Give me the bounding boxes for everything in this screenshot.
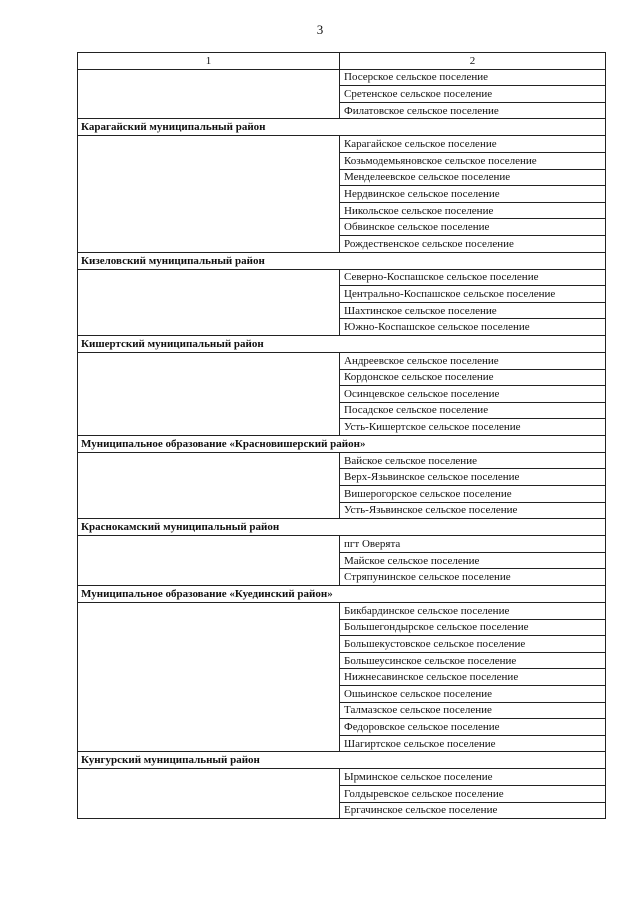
empty-cell bbox=[78, 386, 340, 403]
empty-cell bbox=[78, 235, 340, 252]
empty-cell bbox=[78, 202, 340, 219]
settlement-row bbox=[78, 569, 606, 586]
settlement-row bbox=[78, 652, 606, 669]
settlement-name: Южно-Коспашское сельское поселение bbox=[340, 319, 606, 336]
district-row bbox=[78, 435, 606, 452]
empty-cell bbox=[78, 686, 340, 703]
settlement-name: Кордонское сельское поселение bbox=[340, 369, 606, 386]
district-name: Кизеловский муниципальный район bbox=[78, 252, 606, 269]
settlement-row bbox=[78, 603, 606, 620]
empty-cell bbox=[78, 369, 340, 386]
empty-cell bbox=[78, 536, 340, 553]
settlement-row bbox=[78, 452, 606, 469]
settlement-name: Федоровское сельское поселение bbox=[340, 719, 606, 736]
empty-cell bbox=[78, 486, 340, 503]
settlement-row bbox=[78, 636, 606, 653]
empty-cell bbox=[78, 69, 340, 86]
district-name: Муниципальное образование «Красновишерский район» bbox=[78, 435, 606, 452]
district-row bbox=[78, 335, 606, 352]
settlement-name: Филатовское сельское поселение bbox=[340, 102, 606, 119]
settlement-row bbox=[78, 719, 606, 736]
empty-cell bbox=[78, 769, 340, 786]
empty-cell bbox=[78, 735, 340, 752]
settlement-name: Рождественское сельское поселение bbox=[340, 235, 606, 252]
settlement-name: Менделеевское сельское поселение bbox=[340, 169, 606, 186]
empty-cell bbox=[78, 469, 340, 486]
district-row bbox=[78, 586, 606, 603]
settlement-name: Верх-Язьвинское сельское поселение bbox=[340, 469, 606, 486]
district-name: Кишертский муниципальный район bbox=[78, 335, 606, 352]
settlement-name: Большекустовское сельское поселение bbox=[340, 636, 606, 653]
settlement-row bbox=[78, 802, 606, 819]
settlement-row bbox=[78, 702, 606, 719]
empty-cell bbox=[78, 619, 340, 636]
settlement-row bbox=[78, 536, 606, 553]
settlement-row bbox=[78, 552, 606, 569]
empty-cell bbox=[78, 636, 340, 653]
empty-cell bbox=[78, 669, 340, 686]
settlement-row bbox=[78, 386, 606, 403]
settlement-name: Андреевское сельское поселение bbox=[340, 352, 606, 369]
settlement-name: Посерское сельское поселение bbox=[340, 69, 606, 86]
empty-cell bbox=[78, 86, 340, 103]
settlement-name: Нижнесавинское сельское поселение bbox=[340, 669, 606, 686]
settlement-name: Усть-Кишертское сельское поселение bbox=[340, 419, 606, 436]
settlement-row bbox=[78, 502, 606, 519]
settlement-name: Ергачинское сельское поселение bbox=[340, 802, 606, 819]
settlement-row bbox=[78, 352, 606, 369]
empty-cell bbox=[78, 102, 340, 119]
empty-cell bbox=[78, 169, 340, 186]
settlement-name: Вайское сельское поселение bbox=[340, 452, 606, 469]
table-body bbox=[78, 69, 606, 819]
empty-cell bbox=[78, 319, 340, 336]
settlement-name: Карагайское сельское поселение bbox=[340, 136, 606, 153]
settlement-name: Шагиртское сельское поселение bbox=[340, 735, 606, 752]
empty-cell bbox=[78, 569, 340, 586]
settlement-name: Усть-Язьвинское сельское поселение bbox=[340, 502, 606, 519]
district-name: Кунгурский муниципальный район bbox=[78, 752, 606, 769]
settlement-row bbox=[78, 686, 606, 703]
settlement-name: Сретенское сельское поселение bbox=[340, 86, 606, 103]
settlement-row bbox=[78, 319, 606, 336]
empty-cell bbox=[78, 186, 340, 203]
settlement-name: Ырминское сельское поселение bbox=[340, 769, 606, 786]
empty-cell bbox=[78, 302, 340, 319]
empty-cell bbox=[78, 702, 340, 719]
district-name: Карагайский муниципальный район bbox=[78, 119, 606, 136]
settlement-name: Большегондырское сельское поселение bbox=[340, 619, 606, 636]
settlement-row bbox=[78, 769, 606, 786]
district-row bbox=[78, 519, 606, 536]
settlement-row bbox=[78, 235, 606, 252]
page-number: 3 bbox=[316, 22, 324, 37]
district-row bbox=[78, 252, 606, 269]
settlement-row bbox=[78, 669, 606, 686]
empty-cell bbox=[78, 402, 340, 419]
settlement-name: Вишерогорское сельское поселение bbox=[340, 486, 606, 503]
column-header-2: 2 bbox=[340, 53, 606, 70]
settlement-name: Ошьинское сельское поселение bbox=[340, 686, 606, 703]
settlement-row bbox=[78, 102, 606, 119]
district-name: Муниципальное образование «Куединский район» bbox=[78, 586, 606, 603]
empty-cell bbox=[78, 452, 340, 469]
settlement-row bbox=[78, 136, 606, 153]
settlement-row bbox=[78, 735, 606, 752]
district-name: Краснокамский муниципальный район bbox=[78, 519, 606, 536]
empty-cell bbox=[78, 269, 340, 286]
district-row bbox=[78, 119, 606, 136]
settlement-name: Осинцевское сельское поселение bbox=[340, 386, 606, 403]
settlement-row bbox=[78, 302, 606, 319]
settlement-name: Козьмодемьяновское сельское поселение bbox=[340, 152, 606, 169]
settlement-row bbox=[78, 219, 606, 236]
settlement-row bbox=[78, 402, 606, 419]
settlement-name: Посадское сельское поселение bbox=[340, 402, 606, 419]
settlement-row bbox=[78, 369, 606, 386]
settlement-row bbox=[78, 202, 606, 219]
settlement-row bbox=[78, 469, 606, 486]
column-header-1: 1 bbox=[78, 53, 340, 70]
settlement-name: Обвинское сельское поселение bbox=[340, 219, 606, 236]
district-row bbox=[78, 752, 606, 769]
empty-cell bbox=[78, 419, 340, 436]
empty-cell bbox=[78, 352, 340, 369]
empty-cell bbox=[78, 719, 340, 736]
settlement-row bbox=[78, 86, 606, 103]
empty-cell bbox=[78, 502, 340, 519]
settlement-row bbox=[78, 486, 606, 503]
header-row bbox=[78, 53, 606, 70]
empty-cell bbox=[78, 802, 340, 819]
settlement-name: Стряпунинское сельское поселение bbox=[340, 569, 606, 586]
settlement-name: Бикбардинское сельское поселение bbox=[340, 603, 606, 620]
settlement-name: Майское сельское поселение bbox=[340, 552, 606, 569]
settlement-name: Центрально-Коспашское сельское поселение bbox=[340, 286, 606, 303]
settlement-row bbox=[78, 69, 606, 86]
settlement-row bbox=[78, 785, 606, 802]
empty-cell bbox=[78, 652, 340, 669]
table-header bbox=[78, 53, 606, 70]
settlement-name: Голдыревское сельское поселение bbox=[340, 785, 606, 802]
empty-cell bbox=[78, 552, 340, 569]
settlement-row bbox=[78, 169, 606, 186]
empty-cell bbox=[78, 603, 340, 620]
settlement-row bbox=[78, 186, 606, 203]
settlement-row bbox=[78, 619, 606, 636]
settlement-name: Нердвинское сельское поселение bbox=[340, 186, 606, 203]
settlement-row bbox=[78, 419, 606, 436]
empty-cell bbox=[78, 286, 340, 303]
empty-cell bbox=[78, 219, 340, 236]
settlement-name: Талмазское сельское поселение bbox=[340, 702, 606, 719]
settlement-name: Никольское сельское поселение bbox=[340, 202, 606, 219]
settlement-row bbox=[78, 269, 606, 286]
settlement-row bbox=[78, 152, 606, 169]
settlement-name: Большеусинское сельское поселение bbox=[340, 652, 606, 669]
settlement-name: Северно-Коспашское сельское поселение bbox=[340, 269, 606, 286]
settlement-row bbox=[78, 286, 606, 303]
empty-cell bbox=[78, 136, 340, 153]
empty-cell bbox=[78, 152, 340, 169]
settlement-name: пгт Оверята bbox=[340, 536, 606, 553]
settlement-name: Шахтинское сельское поселение bbox=[340, 302, 606, 319]
settlements-table bbox=[77, 52, 606, 819]
empty-cell bbox=[78, 785, 340, 802]
